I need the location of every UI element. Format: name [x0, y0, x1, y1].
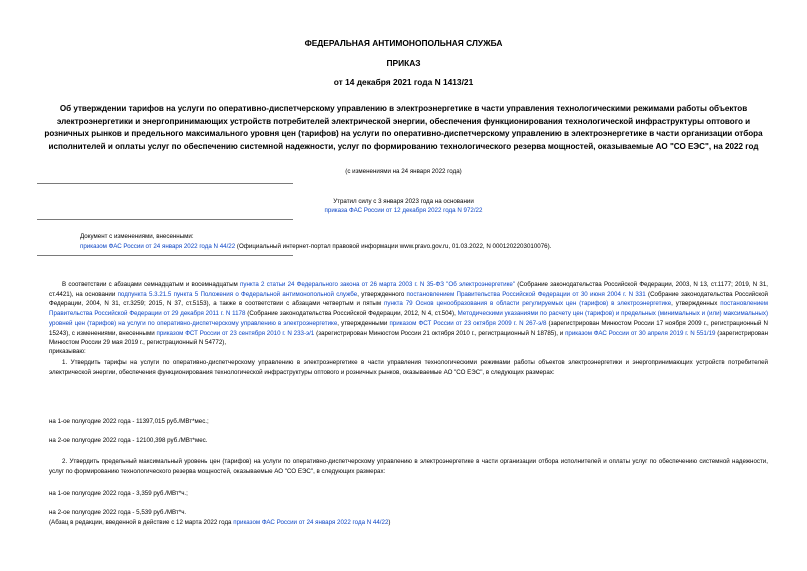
agency-name: ФЕДЕРАЛЬНАЯ АНТИМОНОПОЛЬНАЯ СЛУЖБА: [304, 38, 503, 48]
item-2-first-half: на 1-ое полугодие 2022 года - 3,359 руб./МВт*ч.;: [49, 490, 188, 497]
divider: [37, 255, 293, 256]
amendment-note: (с изменениями на 24 января 2022 года): [345, 168, 462, 175]
legal-reference-link[interactable]: пункта 79 Основ ценообразования в области регулируемых цен (тарифов) в электроэнергетике: [384, 300, 672, 308]
preamble-text: , утвержденного: [357, 290, 407, 298]
changes-label: Документ с изменениями, внесенными:: [80, 233, 194, 240]
edition-order-link[interactable]: приказом ФАС России от 24 января 2022 года N 44/22: [233, 519, 389, 526]
preamble-text: (зарегистрирован Минюстом России 17 ноября 2009 г., регистрационный N 15243), с изменениями, внесенными: [49, 319, 768, 337]
preamble-text: , утвержденных: [671, 300, 721, 308]
edition-note: [49, 518, 390, 528]
edition-note-end: ): [388, 519, 391, 526]
legal-reference-link[interactable]: Методическими указаниями по расчету цен (тарифов) и предельных (минимальных и (или) максимальных) уровней цен (тарифов) на услуги по оперативно-диспетчерскому управлению в электроэнергетике: [49, 310, 769, 327]
edition-note-text: (Абзац в редакции, введенной в действие с 12 марта 2022 года: [49, 519, 234, 526]
divider: [37, 183, 293, 184]
legal-reference-link[interactable]: подпункта 5.3.21.5 пункта 5 Положения о Федеральной антимонопольной службе: [117, 290, 358, 298]
preamble-text: (Собрание законодательства Российской Федерации, 2003, N 13, ст.1177; 2019, N 31, ст.4421), на основании: [49, 281, 768, 298]
document-date-number: от 14 декабря 2021 года N 1413/21: [333, 77, 474, 87]
legal-reference-link[interactable]: пункта 2 статьи 24 Федерального закона от 26 марта 2003 г. N 35-ФЗ "Об электроэнергетике": [240, 281, 516, 288]
item-1-first-half: на 1-ое полугодие 2022 года - 11397,015 руб./МВт*мес.;: [49, 418, 209, 425]
repeal-order-link[interactable]: приказа ФАС России от 12 декабря 2022 года N 972/22: [324, 207, 483, 214]
divider: [37, 219, 293, 220]
order-word: приказываю:: [49, 348, 86, 355]
preamble-text: (Собрание законодательства Российской Федерации, 2012, N 4, ст.504),: [245, 310, 458, 318]
item-1-second-half: на 2-ое полугодие 2022 года - 12100,398 руб./МВт*мес.: [49, 437, 208, 444]
item-1-paragraph: 1. Утвердить тарифы на услуги по оперативно-диспетчерскому управлению в электроэнергетике в части управления технологическими режимами работы объектов электроэнергетики и энергопринимающих устройств потребителей электрической энергии, обеспечения функционирования технологической инфраструктуры оптового и розничных рынков, оказываемые АО "СО ЕЭС", в следующих размерах:: [49, 359, 768, 376]
changes-source: [80, 242, 551, 252]
preamble-text: В соответствии с абзацами семнадцатым и восемнадцатым: [62, 281, 240, 288]
preamble-text: (зарегистрирован Минюстом России 21 октября 2010 г., регистрационный N 18785), и: [314, 329, 566, 337]
legal-reference-link[interactable]: приказом ФАС России от 30 апреля 2019 г. N 551/19: [565, 329, 716, 337]
document-title: Об утверждении тарифов на услуги по оперативно-диспетчерскому управлению в электроэнергетике в части управления технологическими режимами работы объектов электроэнергетики и энергопринимающих устройств потребителей электрической энергии, обеспечения функционирования технологической инфраструктуры оптового и розничных рынков и предельного максимального уровня цен (тарифов) на услуги по оперативно-диспетчерскому управлению в электроэнергетике в части организации отбора исполнителей и оплаты услуг по обеспечению системной надежности, услуг по формированию технологического резерва мощностей, оказываемые АО "СО ЕЭС", на 2022 год: [44, 104, 763, 151]
preamble-text: , утвержденными: [337, 319, 390, 327]
status-line: Утратил силу с 3 января 2023 года на основании: [333, 198, 474, 205]
legal-reference-link[interactable]: постановлением Правительства Российской Федерации от 30 июня 2004 г. N 331: [406, 290, 646, 298]
amending-order-link[interactable]: приказом ФАС России от 24 января 2022 года N 44/22: [80, 243, 236, 250]
item-2-second-half: на 2-ое полугодие 2022 года - 5,539 руб./МВт*ч.: [49, 509, 187, 516]
preamble-text: (зарегистрирован Минюстом России 29 мая 2019 г., регистрационный N 54772),: [49, 329, 768, 347]
preamble-text: (Собрание законодательства Российской Федерации, 2004, N 31, ст.3259; 2015, N 37, ст.5153), а также в соответствии с абзацами четвертым и пятым: [49, 290, 768, 308]
legal-reference-link[interactable]: постановлением Правительства Российской Федерации от 29 декабря 2011 г. N 1178: [49, 300, 768, 318]
preamble-paragraph: [49, 280, 768, 348]
legal-reference-link[interactable]: приказом ФСТ России от 23 сентября 2010 г. N 233-э/1: [156, 329, 315, 337]
document-type: ПРИКАЗ: [386, 58, 421, 68]
changes-publication: (Официальный интернет-портал правовой информации www.pravo.gov.ru, 01.03.2022, N 0001202203010076).: [235, 243, 552, 250]
legal-reference-link[interactable]: приказом ФСТ России от 23 октября 2009 г. N 267-э/8: [389, 319, 547, 327]
item-2-paragraph: 2. Утвердить предельный максимальный уровень цен (тарифов) на услуги по оперативно-диспетчерскому управлению в электроэнергетике в части организации отбора исполнителей и оплаты услуг по обеспечению системной надежности, услуг по формированию технологического резерва мощностей, оказываемые АО "СО ЕЭС", в следующих размерах:: [49, 458, 768, 475]
